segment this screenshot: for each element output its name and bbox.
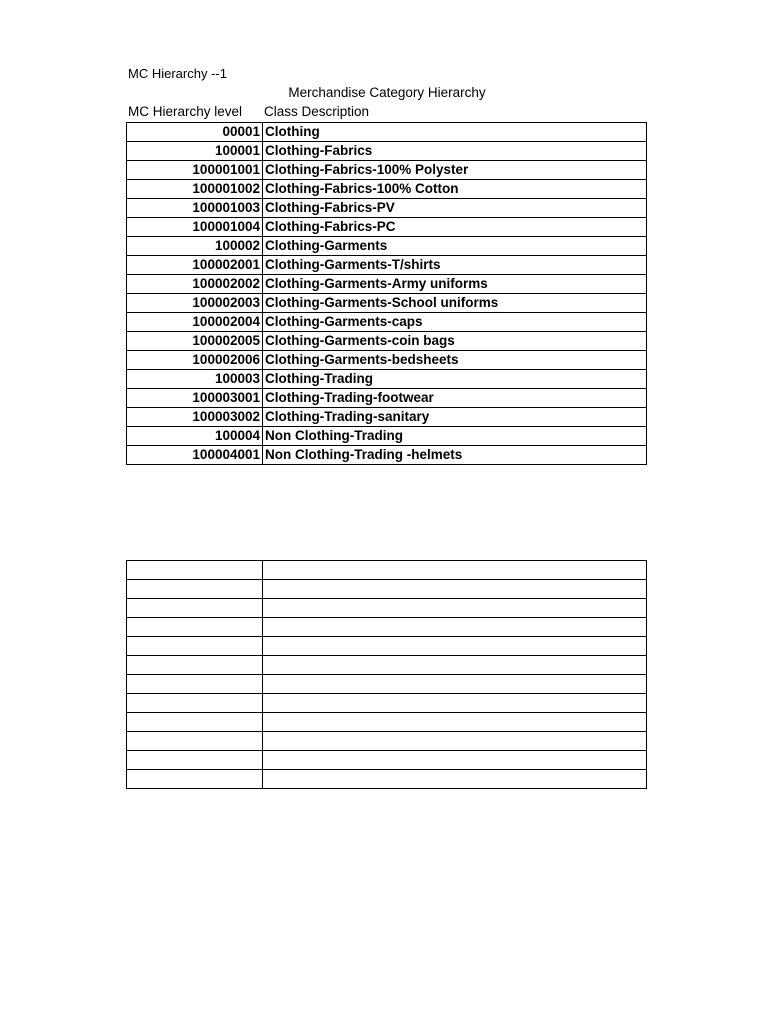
hierarchy-level-cell[interactable]: 100004001 [127, 446, 263, 465]
empty-cell[interactable] [127, 694, 263, 713]
empty-cell[interactable] [127, 675, 263, 694]
table-row [127, 161, 647, 180]
empty-cell[interactable] [127, 770, 263, 789]
empty-table-row [127, 694, 647, 713]
empty-table-row [127, 656, 647, 675]
empty-cell[interactable] [127, 580, 263, 599]
empty-table-row [127, 599, 647, 618]
empty-table-row [127, 637, 647, 656]
table-row [127, 351, 647, 370]
hierarchy-level-cell[interactable]: 100002002 [127, 275, 263, 294]
empty-cell[interactable] [263, 656, 647, 675]
hierarchy-level-cell[interactable]: 100002 [127, 237, 263, 256]
table-title: Merchandise Category Hierarchy [288, 85, 486, 100]
hierarchy-level-cell[interactable]: 100003001 [127, 389, 263, 408]
empty-table-row [127, 675, 647, 694]
class-description-cell[interactable]: Clothing-Garments [263, 237, 647, 256]
class-description-cell[interactable]: Clothing-Fabrics-PV [263, 199, 647, 218]
column-header-level: MC Hierarchy level [128, 104, 243, 119]
hierarchy-level-cell[interactable]: 100002006 [127, 351, 263, 370]
empty-cell[interactable] [127, 713, 263, 732]
class-description-cell[interactable]: Clothing-Garments-coin bags [263, 332, 647, 351]
empty-table-row [127, 713, 647, 732]
empty-table-row [127, 561, 647, 580]
empty-cell[interactable] [263, 675, 647, 694]
table-row [127, 142, 647, 161]
empty-cell[interactable] [263, 713, 647, 732]
table-row [127, 237, 647, 256]
hierarchy-level-cell[interactable]: 100001 [127, 142, 263, 161]
hierarchy-level-cell[interactable]: 100003002 [127, 408, 263, 427]
class-description-cell[interactable]: Clothing-Garments-Army uniforms [263, 275, 647, 294]
table-row [127, 446, 647, 465]
hierarchy-table [126, 122, 647, 465]
empty-table-row [127, 580, 647, 599]
class-description-cell[interactable]: Clothing-Garments-T/shirts [263, 256, 647, 275]
hierarchy-level-cell[interactable]: 00001 [127, 123, 263, 142]
empty-cell[interactable] [127, 751, 263, 770]
class-description-cell[interactable]: Clothing-Garments-School uniforms [263, 294, 647, 313]
table-row [127, 275, 647, 294]
empty-cell[interactable] [263, 561, 647, 580]
class-description-cell[interactable]: Clothing-Fabrics-100% Polyster [263, 161, 647, 180]
table-row [127, 294, 647, 313]
hierarchy-level-cell[interactable]: 100002005 [127, 332, 263, 351]
empty-table-row [127, 618, 647, 637]
class-description-cell[interactable]: Clothing-Garments-bedsheets [263, 351, 647, 370]
hierarchy-level-cell[interactable]: 100002004 [127, 313, 263, 332]
table-row [127, 218, 647, 237]
class-description-cell[interactable]: Clothing-Garments-caps [263, 313, 647, 332]
class-description-cell[interactable]: Non Clothing-Trading [263, 427, 647, 446]
empty-cell[interactable] [263, 751, 647, 770]
table-row [127, 180, 647, 199]
class-description-cell[interactable]: Clothing-Trading [263, 370, 647, 389]
hierarchy-level-cell[interactable]: 100001004 [127, 218, 263, 237]
class-description-cell[interactable]: Clothing-Fabrics-100% Cotton [263, 180, 647, 199]
table-row [127, 199, 647, 218]
class-description-cell[interactable]: Clothing-Trading-footwear [263, 389, 647, 408]
class-description-cell[interactable]: Clothing [263, 123, 647, 142]
empty-cell[interactable] [127, 618, 263, 637]
table-row [127, 389, 647, 408]
table-row [127, 256, 647, 275]
empty-cell[interactable] [127, 561, 263, 580]
empty-cell[interactable] [127, 637, 263, 656]
empty-cell[interactable] [263, 770, 647, 789]
table-row [127, 408, 647, 427]
column-header-description: Class Description [264, 104, 370, 119]
hierarchy-level-cell[interactable]: 100001002 [127, 180, 263, 199]
table-row [127, 123, 647, 142]
class-description-cell[interactable]: Non Clothing-Trading -helmets [263, 446, 647, 465]
table-row [127, 370, 647, 389]
empty-cell[interactable] [263, 580, 647, 599]
sheet-title: MC Hierarchy --1 [128, 66, 227, 81]
empty-cell[interactable] [127, 599, 263, 618]
empty-cell[interactable] [263, 732, 647, 751]
hierarchy-level-cell[interactable]: 100003 [127, 370, 263, 389]
table-row [127, 313, 647, 332]
hierarchy-level-cell[interactable]: 100001003 [127, 199, 263, 218]
empty-table [126, 560, 647, 789]
empty-table-row [127, 751, 647, 770]
hierarchy-level-cell[interactable]: 100001001 [127, 161, 263, 180]
empty-cell[interactable] [263, 694, 647, 713]
empty-cell[interactable] [127, 732, 263, 751]
empty-cell[interactable] [127, 656, 263, 675]
column-headers [128, 104, 646, 122]
hierarchy-level-cell[interactable]: 100004 [127, 427, 263, 446]
empty-cell[interactable] [263, 637, 647, 656]
class-description-cell[interactable]: Clothing-Trading-sanitary [263, 408, 647, 427]
table-row [127, 427, 647, 446]
empty-table-row [127, 770, 647, 789]
empty-table-body [127, 561, 647, 789]
empty-table-row [127, 732, 647, 751]
table-row [127, 332, 647, 351]
empty-cell[interactable] [263, 599, 647, 618]
class-description-cell[interactable]: Clothing-Fabrics [263, 142, 647, 161]
hierarchy-level-cell[interactable]: 100002001 [127, 256, 263, 275]
hierarchy-table-body [127, 123, 647, 465]
empty-cell[interactable] [263, 618, 647, 637]
hierarchy-level-cell[interactable]: 100002003 [127, 294, 263, 313]
class-description-cell[interactable]: Clothing-Fabrics-PC [263, 218, 647, 237]
